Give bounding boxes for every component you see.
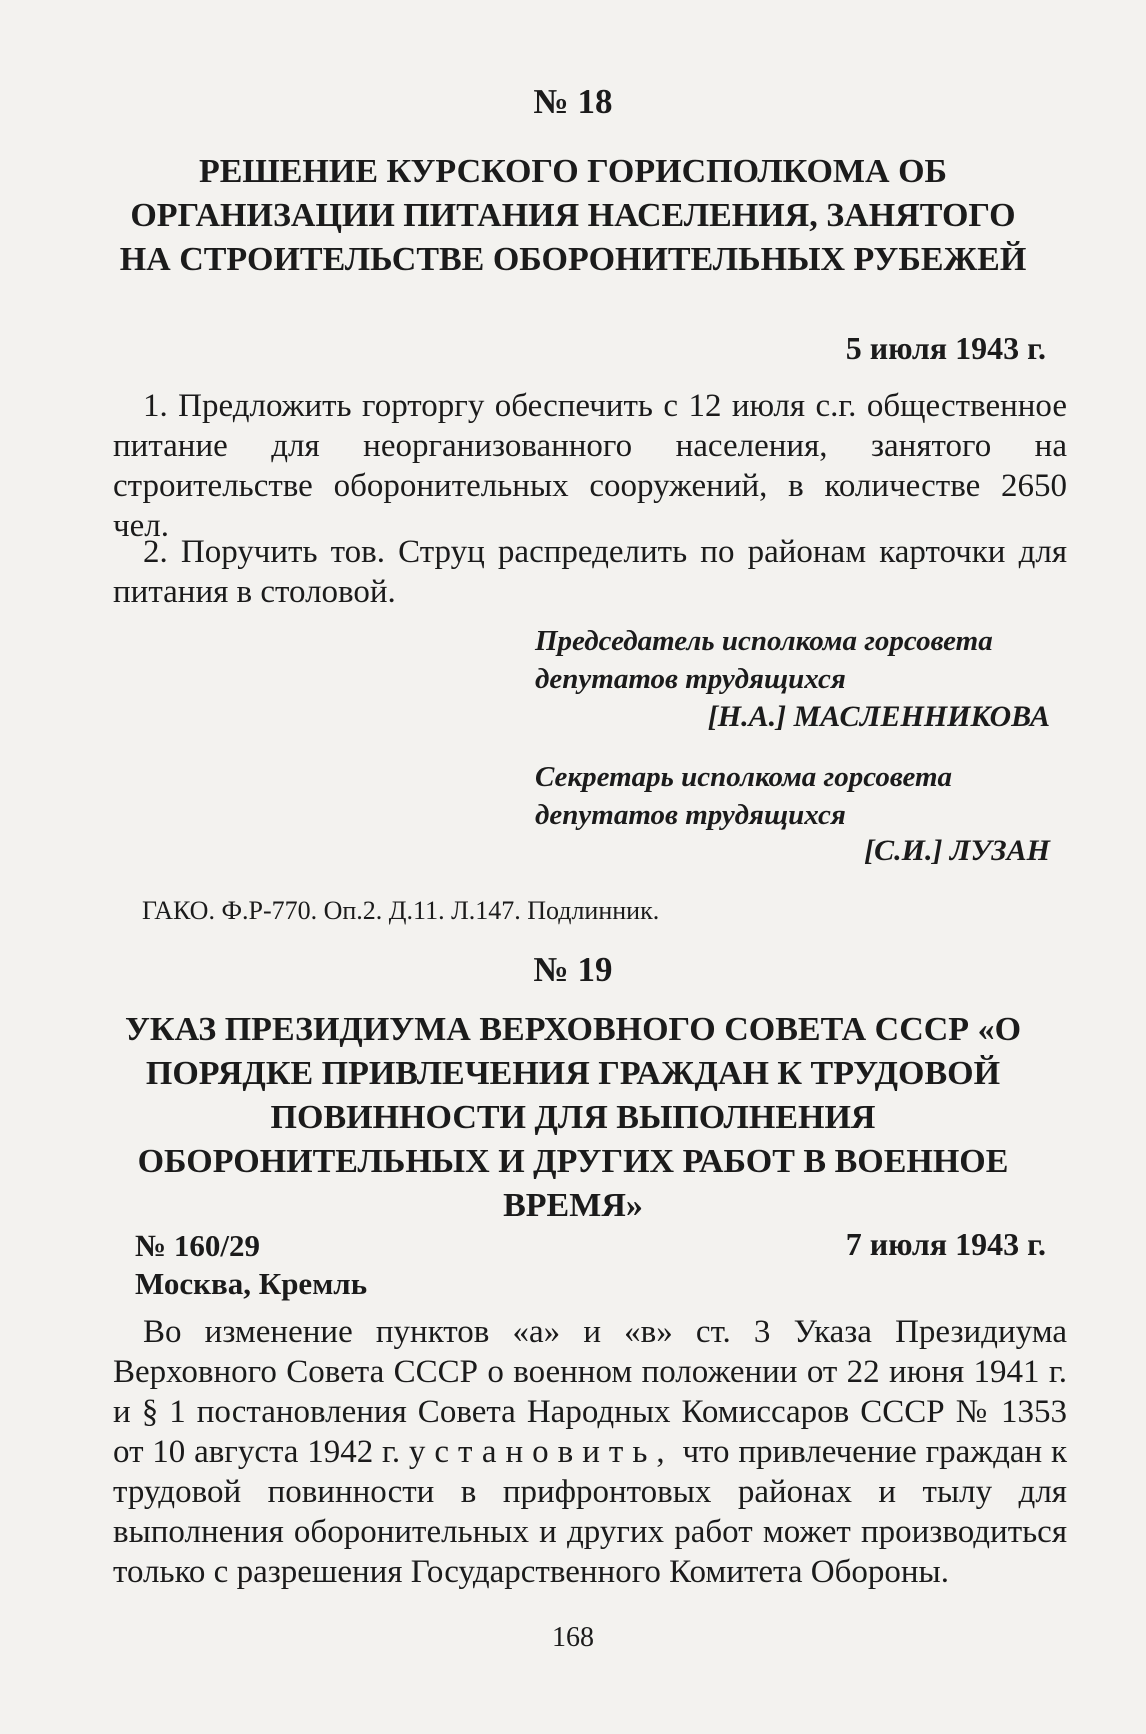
- doc19-body-after: что привлечение граждан к трудовой повинности в прифронтовых районах и тылу для выполнения оборонительных и других работ может производиться только с разрешения Государственного Комитета Обороны.: [113, 1434, 1067, 1590]
- chairman-name: [Н.А.] МАСЛЕННИКОВА: [707, 700, 1050, 733]
- doc19-body: [113, 1312, 1067, 1592]
- secretary-name: [С.И.] ЛУЗАН: [864, 834, 1050, 867]
- decree-number: № 160/29: [135, 1228, 261, 1263]
- doc19-date: 7 июля 1943 г.: [845, 1226, 1046, 1262]
- doc18-date: 5 июля 1943 г.: [845, 330, 1046, 366]
- doc19-title: УКАЗ ПРЕЗИДИУМА ВЕРХОВНОГО СОВЕТА СССР «О ПОРЯДКЕ ПРИВЛЕЧЕНИЯ ГРАЖДАН К ТРУДОВОЙ ПОВИННОСТИ ДЛЯ ВЫПОЛНЕНИЯ ОБОРОНИТЕЛЬНЫХ И ДРУГИХ РАБОТ В ВОЕННОЕ ВРЕМЯ»: [124, 1011, 1022, 1224]
- doc19-body-before: Во изменение пунктов «а» и «в» ст. 3 Указа Президиума Верховного Совета СССР о военном положении от 22 июня 1941 г. и § 1 постановления Совета Народных Комиссаров СССР № 1353 от 10 августа 1942 г.: [113, 1314, 1067, 1470]
- doc18-number: № 18: [533, 82, 613, 121]
- chairman-title: Председатель исполкома горсовета депутатов трудящихся: [535, 625, 993, 695]
- page-number: 168: [552, 1622, 594, 1653]
- archive-reference: ГАКО. Ф.Р-770. Оп.2. Д.11. Л.147. Подлинник.: [142, 896, 660, 925]
- doc18-item-2: 2. Поручить тов. Струц распределить по районам карточки для питания в столовой.: [113, 534, 1067, 610]
- doc19-body-spaced: установить,: [408, 1434, 674, 1470]
- doc18-item-1: 1. Предложить горторгу обеспечить с 12 июля с.г. общественное питание для неорганизованного населения, занятого на строительстве оборонительных сооружений, в количестве 2650 чел.: [113, 388, 1067, 544]
- secretary-title: Секретарь исполкома горсовета депутатов трудящихся: [535, 761, 953, 831]
- doc19-number: № 19: [533, 950, 613, 989]
- decree-place: Москва, Кремль: [135, 1266, 368, 1301]
- doc18-title: РЕШЕНИЕ КУРСКОГО ГОРИСПОЛКОМА ОБ ОРГАНИЗАЦИИ ПИТАНИЯ НАСЕЛЕНИЯ, ЗАНЯТОГО НА СТРОИТЕЛЬСТВЕ ОБОРОНИТЕЛЬНЫХ РУБЕЖЕЙ: [119, 153, 1027, 278]
